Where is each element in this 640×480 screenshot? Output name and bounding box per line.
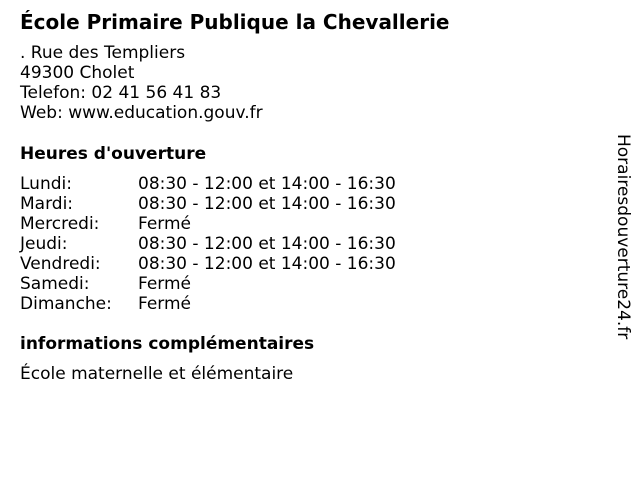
hours-row-sunday [20, 294, 440, 314]
phone-number: Telefon: 02 41 56 41 83 [20, 83, 222, 103]
street-address: . Rue des Templiers [20, 43, 186, 63]
time-value: 08:30 - 12:00 et 14:00 - 16:30 [138, 234, 396, 254]
day-label: Dimanche: [20, 294, 112, 314]
website: Web: www.education.gouv.fr [20, 103, 263, 123]
hours-row-tuesday [20, 194, 440, 214]
postal-city: 49300 Cholet [20, 63, 135, 83]
hours-row-friday [20, 254, 440, 274]
time-value: 08:30 - 12:00 et 14:00 - 16:30 [138, 254, 396, 274]
day-label: Lundi: [20, 174, 72, 194]
additional-info-text: École maternelle et élémentaire [20, 364, 294, 384]
day-label: Mercredi: [20, 214, 100, 234]
time-value: Fermé [138, 274, 192, 294]
hours-row-saturday [20, 274, 440, 294]
day-label: Mardi: [20, 194, 74, 214]
day-label: Vendredi: [20, 254, 101, 274]
day-label: Samedi: [20, 274, 90, 294]
site-watermark: Horairesdouverture24.fr [613, 134, 633, 340]
hours-row-thursday [20, 234, 440, 254]
address-block [20, 43, 263, 123]
hours-row-monday [20, 174, 440, 194]
day-label: Jeudi: [20, 234, 68, 254]
time-value: 08:30 - 12:00 et 14:00 - 16:30 [138, 194, 396, 214]
opening-hours-heading: Heures d'ouverture [20, 144, 207, 164]
time-value: Fermé [138, 294, 192, 314]
additional-info-heading: informations complémentaires [20, 334, 315, 354]
hours-row-wednesday [20, 214, 440, 234]
opening-hours-table [20, 174, 440, 314]
school-title: École Primaire Publique la Chevallerie [20, 10, 450, 34]
time-value: 08:30 - 12:00 et 14:00 - 16:30 [138, 174, 396, 194]
time-value: Fermé [138, 214, 192, 234]
